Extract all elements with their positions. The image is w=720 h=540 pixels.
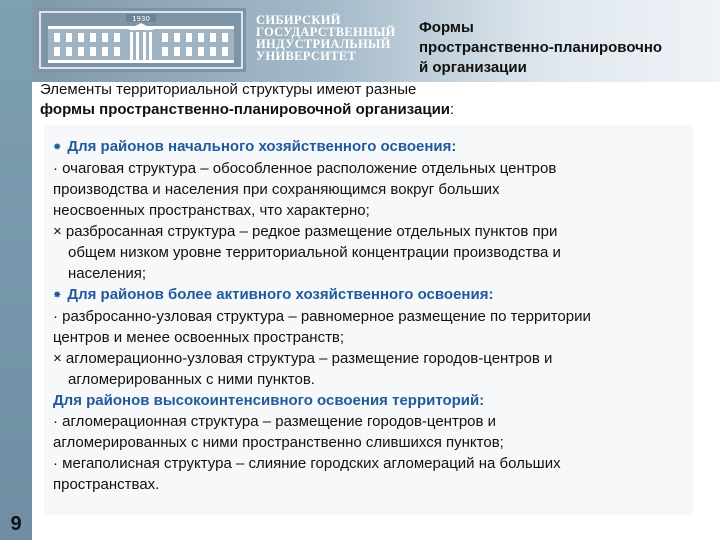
section-heading-text: Для районов более активного хозяйственного освоения: (67, 286, 494, 303)
list-item: · агломерационная структура – размещение городов-центров и (53, 413, 497, 430)
list-item-cont: пространствах. (53, 476, 160, 493)
university-line: УНИВЕРСИТЕТ (256, 49, 357, 63)
list-item: · мегаполисная структура – слияние городских агломераций на больших (53, 455, 561, 472)
list-item-cont: агломерированных с ними пространственно слившихся пунктов; (53, 434, 504, 451)
intro-line: Элементы территориальной структуры имеют разные (40, 81, 417, 98)
list-item-cont: общем низком уровне территориальной концентрации производства и (68, 244, 561, 261)
list-item: × агломерационно-узловая структура – размещение городов-центров и (53, 350, 553, 367)
university-line: СИБИРСКИЙ (256, 13, 341, 27)
university-name (256, 14, 426, 62)
list-item: · очаговая структура – обособленное расположение отдельных центров (53, 160, 557, 177)
section-heading (53, 284, 693, 306)
list-item-cont: агломерированных с ними пунктов. (68, 371, 315, 388)
left-band (0, 0, 32, 540)
star-icon: ✸ (53, 142, 62, 153)
intro-line (40, 100, 580, 120)
section-heading-text: Для районов начального хозяйственного освоения: (67, 138, 457, 155)
list-item: · разбросанно-узловая структура – равномерное размещение по территории (53, 308, 591, 325)
section-heading (53, 136, 693, 158)
intro-text (40, 80, 580, 120)
list-item-cont: неосвоенных пространствах, что характерно; (53, 202, 370, 219)
list-item-cont: населения; (68, 265, 147, 282)
university-line: ИНДУСТРИАЛЬНЫЙ (256, 37, 391, 51)
university-line: ГОСУДАРСТВЕННЫЙ (256, 25, 396, 39)
intro-bold: формы пространственно-планировочной организации (40, 101, 451, 118)
list-item: × разбросанная структура – редкое размещение отдельных пунктов при (53, 223, 558, 240)
slide-title-line: й организации (419, 59, 527, 76)
slide-title-line: Формы (419, 19, 474, 36)
university-logo (36, 8, 246, 72)
list-item-cont: центров и менее освоенных пространств; (53, 329, 345, 346)
slide-title (419, 18, 719, 78)
list-item-cont: производства и населения при сохраняющимся вокруг больших (53, 181, 500, 198)
content (53, 136, 693, 495)
page-number: 9 (10, 513, 22, 535)
slide-title-line: пространственно-планировочно (419, 39, 663, 56)
logo-year: 1930 (132, 15, 150, 23)
intro-tail: : (450, 101, 455, 118)
star-icon: ✸ (53, 290, 62, 301)
section-heading: Для районов высокоинтенсивного освоения территорий: (53, 392, 485, 409)
